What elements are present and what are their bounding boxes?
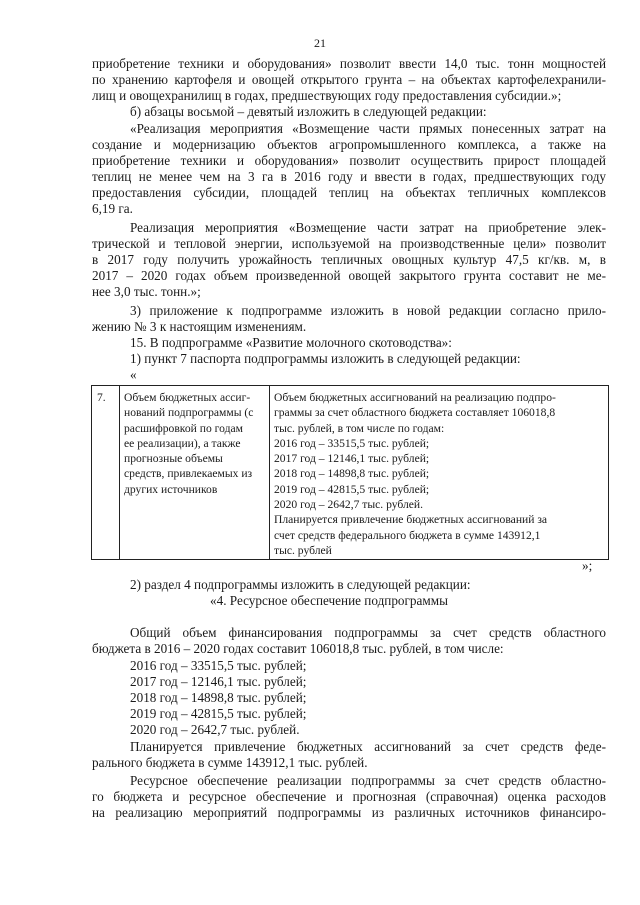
quote2-line2: трической и тепловой энергии, используемой на производственные цели» позволит [92,236,606,251]
year-2016: 2016 год – 33515,5 тыс. рублей; [130,658,307,673]
year-2017: 2017 год – 12146,1 тыс. рублей; [130,674,307,689]
federal-line1: Планируется привлечение бюджетных ассигнований за счет средств феде- [130,739,606,754]
table-item-number: 7. [97,391,106,404]
right-line: граммы за счет областного бюджета составляет 106018,8 [274,406,556,420]
quote2-line5: нее 3,0 тыс. тонн.»; [92,284,201,299]
quote1-line2: создание и модернизацию объектов агропромышленного комплекса, а также на [92,137,606,152]
left-line: ее реализации), а также [124,436,241,450]
right-line: счет средств федерального бюджета в сумме 143912,1 [274,528,541,542]
table-divider-1 [119,386,120,559]
year-2019: 2019 год – 42815,5 тыс. рублей; [130,706,307,721]
quote1-line5: предоставления субсидии, площадей теплиц на объектах тепличных комплексов [92,185,606,200]
right-line: 2020 год – 2642,7 тыс. рублей. [274,498,424,512]
quote2-line1: Реализация мероприятия «Возмещение части затрат на приобретение элек- [130,220,606,235]
right-line: Планируется привлечение бюджетных ассигнований за [274,513,548,527]
open-quote: « [130,367,137,382]
right-line: тыс. рублей [274,543,332,557]
quote2-line4: 2017 – 2020 годах объем произведенной овощей закрытого грунта составит не ме- [92,268,606,283]
right-line: тыс. рублей, в том числе по годам: [274,421,445,435]
left-line: расшифровкой по годам [124,421,243,435]
right-line: Объем бюджетных ассигнований на реализацию подпро- [274,391,556,404]
item15-heading: 15. В подпрограмме «Развитие молочного скотоводства»: [130,335,452,350]
item-b: б) абзацы восьмой – девятый изложить в следующей редакции: [130,104,487,119]
section-title: «4. Ресурсное обеспечение подпрограммы [210,593,448,608]
year-2020: 2020 год – 2642,7 тыс. рублей. [130,722,300,737]
quote1-line4: теплиц не менее чем на 3 га в 2016 году и ввести в годах, предшествующих году [92,169,606,184]
left-line: прогнозные объемы [124,452,223,466]
quote1-line6: 6,19 га. [92,201,133,216]
item3-line2: жению № 3 к настоящим изменениям. [92,319,307,334]
right-line: 2017 год – 12146,1 тыс. рублей; [274,452,430,466]
left-line: Объем бюджетных ассиг- [124,391,251,404]
right-line: 2016 год – 33515,5 тыс. рублей; [274,436,430,450]
table-right-cell [274,390,556,558]
para1-line2: по хранению картофеля и овощей открытого грунта – на объектах картофелехранили- [92,72,606,87]
funding-line2: бюджета в 2016 – 2020 годах составит 106018,8 тыс. рублей, в том числе: [92,641,504,656]
item3-line1: 3) приложение к подпрограмме изложить в новой редакции согласно прило- [130,303,606,318]
passport-table [91,385,609,560]
quote1-line1: «Реализация мероприятия «Возмещение части прямых понесенных затрат на [130,121,606,136]
close-quote: »; [582,558,593,573]
para1-line3: лищ и овощехранилищ в годах, предшествующих году предоставления субсидии.»; [92,88,562,103]
quote2-line3: в 2017 году получить урожайность тепличных овощных культур 47,5 кг/кв. м, в [92,252,606,267]
funding-line1: Общий объем финансирования подпрограммы за счет средств областного [130,625,606,640]
resource-line1: Ресурсное обеспечение реализации подпрограммы за счет средств областно- [130,773,606,788]
resource-line3: на реализацию мероприятий подпрограммы из различных источников финансиро- [92,805,606,820]
left-line: других источников [124,482,218,496]
left-line: нований подпрограммы (с [124,406,254,420]
page-number: 21 [314,36,326,50]
resource-line2: го бюджета и ресурсное обеспечение и прогнозная (справочная) оценка расходов [92,789,606,804]
right-line: 2018 год – 14898,8 тыс. рублей; [274,467,430,481]
year-2018: 2018 год – 14898,8 тыс. рублей; [130,690,307,705]
item15-1: 1) пункт 7 паспорта подпрограммы изложить в следующей редакции: [130,351,521,366]
federal-line2: рального бюджета в сумме 143912,1 тыс. рублей. [92,755,368,770]
table-divider-2 [269,386,270,559]
left-line: средств, привлекаемых из [124,467,253,481]
para1-line1: приобретение техники и оборудования» позволит ввести 14,0 тыс. тонн мощностей [92,56,606,71]
table-left-cell [124,390,253,497]
item2: 2) раздел 4 подпрограммы изложить в следующей редакции: [130,577,471,592]
right-line: 2019 год – 42815,5 тыс. рублей; [274,482,430,496]
quote1-line3: приобретение техники и оборудования» позволит осуществить прирост площадей [92,153,606,168]
